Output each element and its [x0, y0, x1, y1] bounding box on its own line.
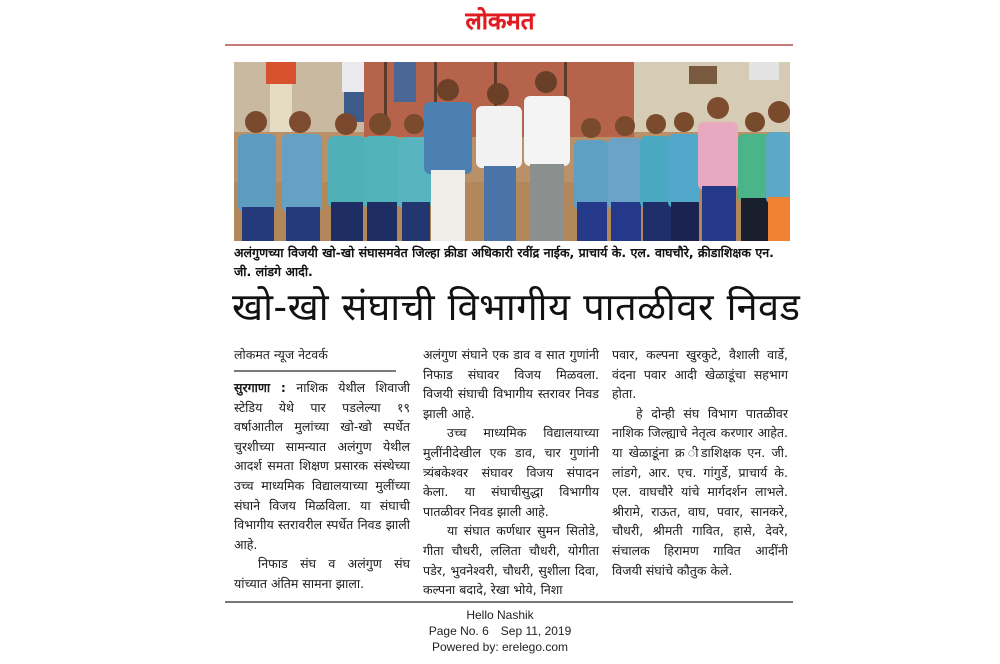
- article-paragraph: या संघात कर्णधार सुमन सितोडे, गीता चौधरी, ललिता चौधरी, योगीता पडेर, भुवनेश्वरी, चौधरी, सुशीला दिवा, कल्पना बदादे, रेखा भोये, निशा: [423, 523, 599, 598]
- photo-caption: अलंगुणच्या विजयी खो-खो संघासमवेत जिल्हा क्रीडा अधिकारी रवींद्र नाईक, प्राचार्य के. एल. वाघचौरे, क्रीडाशिक्षक एन. जी. लांडगे आदी.: [234, 245, 774, 279]
- team-photo-illustration: [234, 62, 790, 241]
- article-headline: खो-खो संघाची विभागीय पातळीवर निवड: [232, 285, 801, 329]
- article-paragraph: [234, 378, 410, 554]
- footer-divider: [225, 601, 793, 603]
- newspaper-masthead: लोकमत: [465, 7, 535, 35]
- article-paragraph: निफाड संघ व अलंगुण संघ यांच्यात अंतिम सामना झाला.: [234, 556, 410, 591]
- page-number: Page No. 6: [428, 624, 489, 638]
- article-column-2: [423, 345, 599, 600]
- article-paragraph: अलंगुण संघाने एक डाव व सात गुणांनी निफाड संघावर विजय मिळवला. विजयी संघाची विभागीय स्तरावर निवड झाली आहे.: [423, 347, 599, 421]
- edition-name: Hello Nashik: [466, 608, 534, 622]
- article-column-1: [234, 378, 410, 594]
- article-paragraph: हे दोन्ही संघ विभाग पातळीवर नाशिक जिल्ह्याचे नेतृत्व करणार आहेत. या खेळाडूंना क्र ीडाशिक्षक एन. जी. लांडगे, आर. एच. गांगुर्डे, प्राचार्य के. एल. वाघचौरे यांचे मार्गदर्शन लाभले. श्रीरामे, राऊत, वाघ, पवार, सानकरे, चौधरी, श्रीमती गावित, हासे, देवरे, संचालक हिरामण गावित आदींनी विजयी संघांचे कौतुक केले.: [612, 405, 788, 578]
- masthead-divider: [225, 44, 793, 46]
- powered-by: Powered by: erelego.com: [431, 640, 569, 654]
- publication-date: Sep 11, 2019: [500, 624, 572, 638]
- page-info: [0, 623, 1000, 639]
- paragraph-text: नाशिक येथील शिवाजी स्टेडिय येथे पार पडलेल्या १९ वर्षाआतील मुलांच्या खो-खो स्पर्धेत चुरशीच्या सामन्यात अलंगुण येथील आदर्श समता शिक्षण प्रसारक संस्थेच्या उच्च माध्यमिक विद्यालयाच्या मुलींच्या संघाने विजय मिळविला. या संघाची विभागीय स्तरावरील स्पर्धेत निवड झाली आहे.: [234, 380, 410, 552]
- article-photo: [234, 62, 790, 241]
- article-dateline: सुरगाणा :: [234, 380, 286, 395]
- article-byline: लोकमत न्यूज नेटवर्क: [234, 346, 396, 372]
- article-paragraph: उच्च माध्यमिक विद्यालयाच्या मुलींनीदेखील एक डाव, चार गुणांनी त्र्यंबकेश्वर संघावर विजय संपादन केला. या संघाचीसुद्धा विभागीय पातळीवर निवड झाली आहे.: [423, 425, 599, 519]
- article-column-3: [612, 345, 788, 580]
- page-footer: [0, 607, 1000, 655]
- article-paragraph: पवार, कल्पना खुरकुटे, वैशाली वार्डे, वंदना पवार आदी खेळाडूंचा सहभाग होता.: [612, 347, 788, 402]
